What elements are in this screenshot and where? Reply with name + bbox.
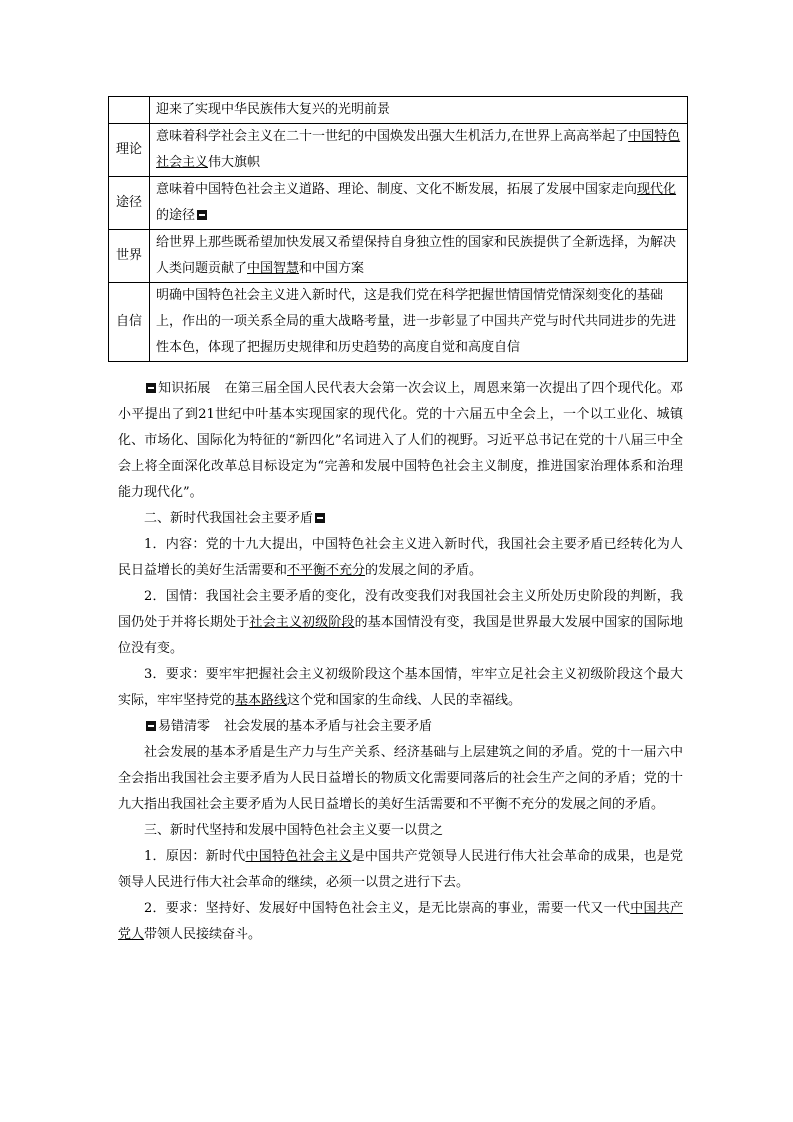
- note-label: 知识拓展: [158, 381, 211, 396]
- summary-table: [108, 96, 688, 362]
- row-text: 意味着中国特色社会主义道路、理论、制度、文化不断发展，拓展了发展中国家走向现代化的途径: [150, 177, 688, 230]
- list-item: 3．要求：要牢牢把握社会主义初级阶段这个基本国情，牢牢立足社会主义初级阶段这个最大实际，牢牢坚持党的基本路线这个党和国家的生命线、人民的幸福线。: [118, 667, 683, 708]
- table-row: [109, 177, 688, 230]
- table-row: [109, 283, 688, 362]
- row-key: 途径: [109, 177, 150, 230]
- error-note-title: 易错清零 社会发展的基本矛盾与社会主要矛盾: [118, 714, 683, 740]
- table-row: [109, 230, 688, 283]
- section-heading: 二、新时代我国社会主要矛盾: [118, 506, 683, 532]
- row-key: 自信: [109, 283, 150, 362]
- note-text: 在第三届全国人民代表大会第一次会议上，周恩来第一次提出了四个现代化。邓小平提出了到21世纪中叶基本实现国家的现代化。党的十六届五中全会上，一个以工业化、城镇化、市场化、国际化为特征的“新四化”名词进入了人们的视野。习近平总书记在党的十八届三中全会上将全面深化改革总目标设定为“完善和发展中国特色社会主义制度，推进国家治理体系和治理能力现代化”。: [118, 381, 683, 500]
- list-item: 1．内容：党的十九大提出，中国特色社会主义进入新时代，我国社会主要矛盾已经转化为人民日益增长的美好生活需要和不平衡不充分的发展之间的矛盾。: [118, 537, 683, 578]
- body-text: [118, 376, 683, 948]
- table-row: [109, 124, 688, 177]
- row-text: 明确中国特色社会主义进入新时代，这是我们党在科学把握世情国情党情深刻变化的基础上，作出的一项关系全局的重大战略考量，进一步彰显了中国共产党与时代共同进步的先进性本色，体现了把握历史规律和历史趋势的高度自觉和高度自信: [150, 283, 688, 362]
- list-item: 2．要求：坚持好、发展好中国特色社会主义，是无比崇高的事业，需要一代又一代中国共产党人带领人民接续奋斗。: [118, 901, 683, 942]
- row-text: 给世界上那些既希望加快发展又希望保持自身独立性的国家和民族提供了全新选择，为解决人类问题贡献了中国智慧和中国方案: [150, 230, 688, 283]
- row-key: 世界: [109, 230, 150, 283]
- table-row: [109, 97, 688, 124]
- note-marker-icon: [315, 513, 325, 523]
- list-item: 1．原因：新时代中国特色社会主义是中国共产党领导人民进行伟大社会革命的成果，也是党领导人民进行伟大社会革命的继续，必须一以贯之进行下去。: [118, 849, 683, 890]
- note-marker-icon: [146, 383, 156, 393]
- row-text: 迎来了实现中华民族伟大复兴的光明前景: [150, 97, 688, 124]
- row-key: [109, 97, 150, 124]
- list-item: 2．国情：我国社会主要矛盾的变化，没有改变我们对我国社会主义所处历史阶段的判断，我国仍处于并将长期处于社会主义初级阶段的基本国情没有变，我国是世界最大发展中国家的国际地位没有变。: [118, 589, 683, 656]
- row-key: 理论: [109, 124, 150, 177]
- section-heading: 三、新时代坚持和发展中国特色社会主义要一以贯之: [144, 823, 444, 838]
- note-marker-icon: [146, 721, 156, 731]
- row-text: 意味着科学社会主义在二十一世纪的中国焕发出强大生机活力,在世界上高高举起了中国特色社会主义伟大旗帜: [150, 124, 688, 177]
- knowledge-note: [118, 376, 683, 506]
- error-note-text: 社会发展的基本矛盾是生产力与生产关系、经济基础与上层建筑之间的矛盾。党的十一届六中全会指出我国社会主要矛盾为人民日益增长的物质文化需要同落后的社会生产之间的矛盾；党的十九大指出我国社会主要矛盾为人民日益增长的美好生活需要和不平衡不充分的发展之间的矛盾。: [118, 745, 683, 812]
- note-marker-icon: [197, 210, 207, 220]
